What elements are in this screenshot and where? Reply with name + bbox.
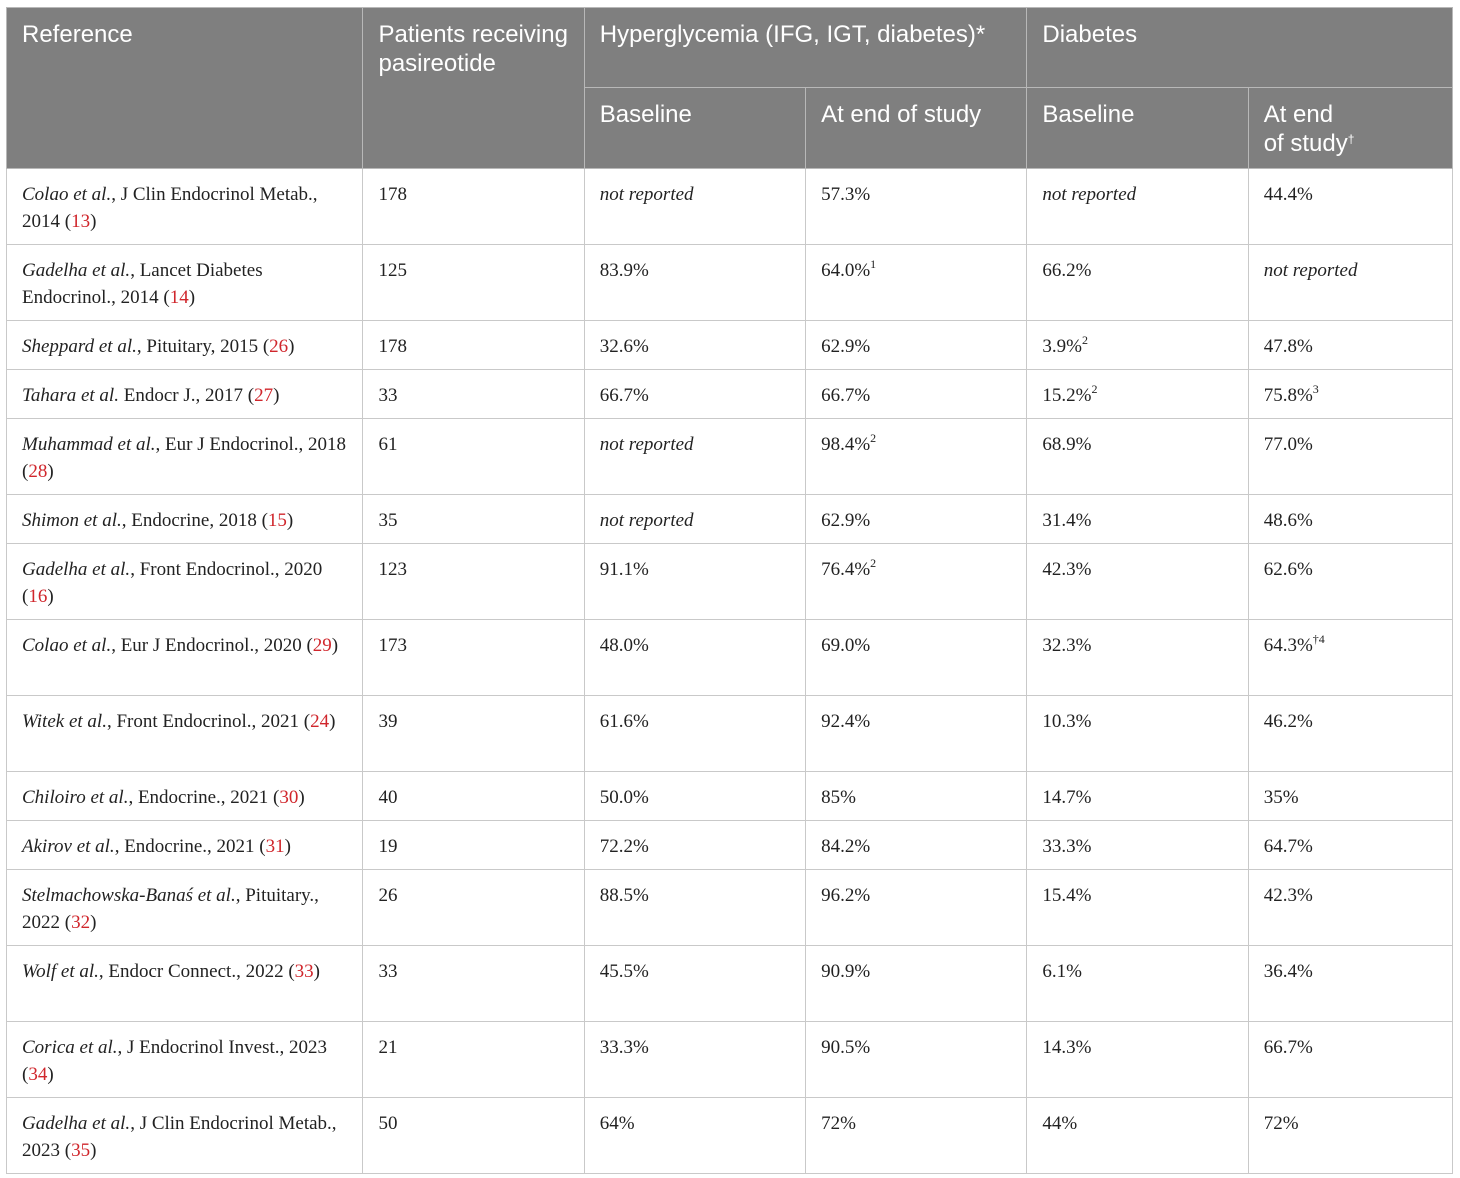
cell-hyperglycemia-baseline xyxy=(584,772,805,821)
cell-diabetes-end xyxy=(1248,946,1452,1022)
cell-hyperglycemia-end xyxy=(806,821,1027,870)
journal: , Front Endocrinol., 2020 ( xyxy=(22,559,323,607)
cell-diabetes-end xyxy=(1248,370,1452,419)
table-row xyxy=(7,245,1453,321)
cell-diabetes-baseline xyxy=(1027,245,1248,321)
author: Chiloiro et al. xyxy=(22,787,129,808)
cell-patients: 35 xyxy=(363,495,584,544)
journal: , Endocrine., 2021 ( xyxy=(128,787,280,808)
citation-link[interactable]: 24 xyxy=(310,711,330,732)
cell-hyperglycemia-end xyxy=(806,419,1027,495)
value: 90.5% xyxy=(821,1037,871,1058)
cell-diabetes-baseline xyxy=(1027,544,1248,620)
table-row xyxy=(7,544,1453,620)
journal: , Eur J Endocrinol., 2018 ( xyxy=(22,434,347,482)
value: 75.8% xyxy=(1263,385,1313,406)
table-body xyxy=(7,169,1453,1174)
value: 90.9% xyxy=(821,961,871,982)
author: Wolf et al. xyxy=(22,961,99,982)
value: 46.2% xyxy=(1263,711,1313,732)
footnote-mark: 2 xyxy=(870,431,877,445)
table-row xyxy=(7,1098,1453,1174)
cell-diabetes-end xyxy=(1248,696,1452,772)
cell-patients: 39 xyxy=(363,696,584,772)
journal: , J Clin Endocrinol Metab., 2014 ( xyxy=(22,184,318,232)
cell-reference xyxy=(7,946,363,1022)
cell-diabetes-end xyxy=(1248,821,1452,870)
table-row xyxy=(7,772,1453,821)
value: 72% xyxy=(1263,1113,1299,1134)
cell-diabetes-end xyxy=(1248,1098,1452,1174)
table-row xyxy=(7,169,1453,245)
author: Witek et al. xyxy=(22,711,107,732)
table-row xyxy=(7,946,1453,1022)
header-diabetes-baseline: Baseline xyxy=(1027,88,1248,169)
dagger-mark: † xyxy=(1347,132,1355,146)
value: 62.9% xyxy=(821,336,871,357)
author: Shimon et al. xyxy=(22,510,122,531)
value: 66.7% xyxy=(1263,1037,1313,1058)
cell-diabetes-end xyxy=(1248,772,1452,821)
table-row xyxy=(7,1022,1453,1098)
cell-diabetes-baseline xyxy=(1027,1022,1248,1098)
cell-reference xyxy=(7,870,363,946)
footnote-mark: 2 xyxy=(1091,382,1098,396)
journal: , Front Endocrinol., 2021 ( xyxy=(106,711,311,732)
citation-link[interactable]: 34 xyxy=(28,1064,48,1085)
value: 76.4% xyxy=(821,559,871,580)
value: 47.8% xyxy=(1263,336,1313,357)
value: 98.4% xyxy=(821,434,871,455)
author: Colao et al. xyxy=(22,184,112,205)
table-row xyxy=(7,321,1453,370)
header-end-line1: At end xyxy=(1263,101,1334,128)
value: 3.9% xyxy=(1042,336,1082,357)
cell-reference xyxy=(7,321,363,370)
table-row xyxy=(7,821,1453,870)
cell-reference xyxy=(7,245,363,321)
author: Gadelha et al. xyxy=(22,1113,131,1134)
author: Gadelha et al. xyxy=(22,559,131,580)
cell-diabetes-end xyxy=(1248,169,1452,245)
cell-reference xyxy=(7,696,363,772)
value: 35% xyxy=(1263,787,1299,808)
citation-close: ) xyxy=(47,461,54,482)
pasireotide-hyperglycemia-table xyxy=(6,7,1453,1174)
table-header xyxy=(7,8,1453,169)
cell-reference xyxy=(7,620,363,696)
cell-hyperglycemia-baseline xyxy=(584,1022,805,1098)
value: 57.3% xyxy=(821,184,871,205)
journal: , Endocr Connect., 2022 ( xyxy=(98,961,295,982)
value: 50.0% xyxy=(599,787,649,808)
citation-close: ) xyxy=(313,961,320,982)
value: 72% xyxy=(821,1113,856,1134)
citation-link[interactable]: 15 xyxy=(267,510,287,531)
value: 77.0% xyxy=(1263,434,1313,455)
value: 14.3% xyxy=(1042,1037,1092,1058)
cell-hyperglycemia-baseline xyxy=(584,821,805,870)
value: 66.7% xyxy=(821,385,871,406)
value: 44.4% xyxy=(1263,184,1313,205)
cell-reference xyxy=(7,169,363,245)
value: 64% xyxy=(599,1113,635,1134)
cell-hyperglycemia-baseline xyxy=(584,419,805,495)
footnote-mark: 1 xyxy=(870,257,877,271)
value: not reported xyxy=(1042,184,1137,205)
cell-patients: 123 xyxy=(363,544,584,620)
citation-link[interactable]: 16 xyxy=(28,586,48,607)
cell-hyperglycemia-end xyxy=(806,620,1027,696)
cell-hyperglycemia-end xyxy=(806,870,1027,946)
citation-close: ) xyxy=(273,385,280,406)
cell-diabetes-baseline xyxy=(1027,495,1248,544)
cell-patients: 178 xyxy=(363,321,584,370)
cell-hyperglycemia-baseline xyxy=(584,245,805,321)
citation-close: ) xyxy=(284,836,291,857)
author: Gadelha et al. xyxy=(22,260,131,281)
cell-hyperglycemia-baseline xyxy=(584,321,805,370)
cell-reference xyxy=(7,419,363,495)
cell-hyperglycemia-end xyxy=(806,946,1027,1022)
value: 91.1% xyxy=(599,559,649,580)
table-row xyxy=(7,620,1453,696)
cell-diabetes-baseline xyxy=(1027,772,1248,821)
journal: , Endocrine, 2018 ( xyxy=(121,510,268,531)
cell-reference xyxy=(7,1098,363,1174)
citation-link[interactable]: 13 xyxy=(71,211,91,232)
value: not reported xyxy=(599,510,694,531)
value: 62.6% xyxy=(1263,559,1313,580)
cell-hyperglycemia-baseline xyxy=(584,946,805,1022)
header-end-line2: of study xyxy=(1263,130,1348,157)
citation-link[interactable]: 35 xyxy=(71,1140,91,1161)
citation-close: ) xyxy=(47,1064,54,1085)
cell-hyperglycemia-baseline xyxy=(584,696,805,772)
value: 45.5% xyxy=(599,961,649,982)
cell-patients: 33 xyxy=(363,946,584,1022)
value: not reported xyxy=(1263,260,1358,281)
cell-diabetes-end xyxy=(1248,544,1452,620)
journal: , Pituitary., 2022 ( xyxy=(22,885,319,933)
cell-diabetes-end xyxy=(1248,245,1452,321)
cell-hyperglycemia-baseline xyxy=(584,620,805,696)
cell-diabetes-end xyxy=(1248,321,1452,370)
header-patients: Patients receiving pasireotide xyxy=(363,8,584,169)
journal: Endocr J., 2017 ( xyxy=(118,385,255,406)
header-hyperglycemia-end-of-study: At end of study xyxy=(806,88,1027,169)
citation-close: ) xyxy=(288,336,295,357)
author: Corica et al. xyxy=(22,1037,118,1058)
author: Muhammad et al. xyxy=(22,434,156,455)
citation-close: ) xyxy=(90,1140,97,1161)
cell-hyperglycemia-end xyxy=(806,1022,1027,1098)
journal: , Pituitary, 2015 ( xyxy=(136,336,270,357)
cell-patients: 26 xyxy=(363,870,584,946)
author: Tahara et al. xyxy=(22,385,119,406)
citation-close: ) xyxy=(47,586,54,607)
cell-hyperglycemia-end xyxy=(806,370,1027,419)
cell-diabetes-baseline xyxy=(1027,946,1248,1022)
cell-diabetes-baseline xyxy=(1027,870,1248,946)
cell-diabetes-baseline xyxy=(1027,821,1248,870)
table-row xyxy=(7,870,1453,946)
value: 33.3% xyxy=(599,1037,649,1058)
table-row xyxy=(7,370,1453,419)
citation-link[interactable]: 26 xyxy=(269,336,289,357)
cell-hyperglycemia-baseline xyxy=(584,495,805,544)
cell-patients: 33 xyxy=(363,370,584,419)
footnote-mark: 2 xyxy=(870,556,877,570)
cell-hyperglycemia-end xyxy=(806,1098,1027,1174)
cell-hyperglycemia-end xyxy=(806,321,1027,370)
cell-hyperglycemia-baseline xyxy=(584,544,805,620)
cell-patients: 178 xyxy=(363,169,584,245)
value: 64.7% xyxy=(1263,836,1313,857)
value: not reported xyxy=(599,184,694,205)
cell-diabetes-baseline xyxy=(1027,1098,1248,1174)
journal: , Lancet Diabetes Endocrinol., 2014 ( xyxy=(22,260,263,308)
cell-patients: 19 xyxy=(363,821,584,870)
footnote-mark: 3 xyxy=(1312,382,1319,396)
cell-patients: 61 xyxy=(363,419,584,495)
value: 92.4% xyxy=(821,711,871,732)
citation-close: ) xyxy=(331,635,339,656)
cell-diabetes-end xyxy=(1248,495,1452,544)
value: 14.7% xyxy=(1042,787,1092,808)
cell-diabetes-end xyxy=(1248,1022,1452,1098)
value: 64.0% xyxy=(821,260,871,281)
cell-hyperglycemia-end xyxy=(806,772,1027,821)
table-row xyxy=(7,419,1453,495)
value: 15.2% xyxy=(1042,385,1092,406)
cell-reference xyxy=(7,495,363,544)
footnote-mark: 2 xyxy=(1081,333,1088,347)
cell-hyperglycemia-end xyxy=(806,245,1027,321)
header-reference: Reference xyxy=(7,8,363,169)
value: 72.2% xyxy=(599,836,649,857)
cell-diabetes-baseline xyxy=(1027,370,1248,419)
value: 85% xyxy=(821,787,856,808)
value: 64.3% xyxy=(1263,635,1313,656)
cell-hyperglycemia-end xyxy=(806,544,1027,620)
value: 62.9% xyxy=(821,510,871,531)
table-row xyxy=(7,696,1453,772)
cell-hyperglycemia-end xyxy=(806,169,1027,245)
citation-link[interactable]: 31 xyxy=(265,836,285,857)
citation-link[interactable]: 32 xyxy=(71,912,91,933)
value: 42.3% xyxy=(1042,559,1092,580)
author: Stelmachowska-Banaś et al. xyxy=(22,885,236,906)
citation-link[interactable]: 29 xyxy=(312,635,332,656)
value: 61.6% xyxy=(599,711,649,732)
cell-hyperglycemia-baseline xyxy=(584,870,805,946)
cell-diabetes-end xyxy=(1248,419,1452,495)
journal: , Endocrine., 2021 ( xyxy=(114,836,266,857)
table-row xyxy=(7,495,1453,544)
journal: , J Clin Endocrinol Metab., 2023 ( xyxy=(22,1113,337,1161)
cell-diabetes-baseline xyxy=(1027,419,1248,495)
value: 36.4% xyxy=(1263,961,1313,982)
cell-patients: 125 xyxy=(363,245,584,321)
value: 32.3% xyxy=(1042,635,1092,656)
cell-reference xyxy=(7,544,363,620)
cell-reference xyxy=(7,370,363,419)
header-diabetes: Diabetes xyxy=(1027,8,1453,88)
citation-link[interactable]: 14 xyxy=(169,287,189,308)
value: 44% xyxy=(1042,1113,1078,1134)
cell-reference xyxy=(7,821,363,870)
cell-hyperglycemia-end xyxy=(806,495,1027,544)
header-hyperglycemia-baseline: Baseline xyxy=(584,88,805,169)
citation-link[interactable]: 30 xyxy=(279,787,299,808)
cell-diabetes-baseline xyxy=(1027,169,1248,245)
header-diabetes-end-of-study xyxy=(1248,88,1452,169)
value: 48.0% xyxy=(599,635,649,656)
value: 84.2% xyxy=(821,836,871,857)
cell-patients: 173 xyxy=(363,620,584,696)
cell-hyperglycemia-baseline xyxy=(584,169,805,245)
journal: , J Endocrinol Invest., 2023 ( xyxy=(22,1037,328,1085)
cell-diabetes-baseline xyxy=(1027,321,1248,370)
cell-hyperglycemia-baseline xyxy=(584,1098,805,1174)
value: 48.6% xyxy=(1263,510,1313,531)
citation-link[interactable]: 33 xyxy=(294,961,314,982)
citation-link[interactable]: 27 xyxy=(254,385,274,406)
value: 96.2% xyxy=(821,885,871,906)
author: Colao et al. xyxy=(22,635,112,656)
header-hyperglycemia: Hyperglycemia (IFG, IGT, diabetes)* xyxy=(584,8,1027,88)
value: 31.4% xyxy=(1042,510,1092,531)
value: 33.3% xyxy=(1042,836,1092,857)
cell-diabetes-end xyxy=(1248,620,1452,696)
value: 68.9% xyxy=(1042,434,1092,455)
cell-diabetes-end xyxy=(1248,870,1452,946)
author: Akirov et al. xyxy=(22,836,115,857)
cell-diabetes-baseline xyxy=(1027,620,1248,696)
value: 10.3% xyxy=(1042,711,1092,732)
cell-reference xyxy=(7,1022,363,1098)
value: 32.6% xyxy=(599,336,649,357)
citation-close: ) xyxy=(90,211,97,232)
citation-close: ) xyxy=(329,711,336,732)
footnote-mark: †4 xyxy=(1312,632,1325,646)
value: 66.2% xyxy=(1042,260,1092,281)
cell-hyperglycemia-baseline xyxy=(584,370,805,419)
citation-close: ) xyxy=(188,287,196,308)
cell-patients: 40 xyxy=(363,772,584,821)
value: 83.9% xyxy=(599,260,649,281)
cell-patients: 21 xyxy=(363,1022,584,1098)
citation-close: ) xyxy=(90,912,97,933)
value: not reported xyxy=(599,434,694,455)
cell-diabetes-baseline xyxy=(1027,696,1248,772)
value: 66.7% xyxy=(599,385,649,406)
value: 6.1% xyxy=(1042,961,1082,982)
cell-reference xyxy=(7,772,363,821)
value: 88.5% xyxy=(599,885,649,906)
citation-link[interactable]: 28 xyxy=(28,461,48,482)
value: 69.0% xyxy=(821,635,871,656)
author: Sheppard et al. xyxy=(22,336,137,357)
cell-hyperglycemia-end xyxy=(806,696,1027,772)
citation-close: ) xyxy=(298,787,305,808)
value: 15.4% xyxy=(1042,885,1092,906)
value: 42.3% xyxy=(1263,885,1313,906)
journal: , Eur J Endocrinol., 2020 ( xyxy=(111,635,313,656)
cell-patients: 50 xyxy=(363,1098,584,1174)
citation-close: ) xyxy=(286,510,294,531)
